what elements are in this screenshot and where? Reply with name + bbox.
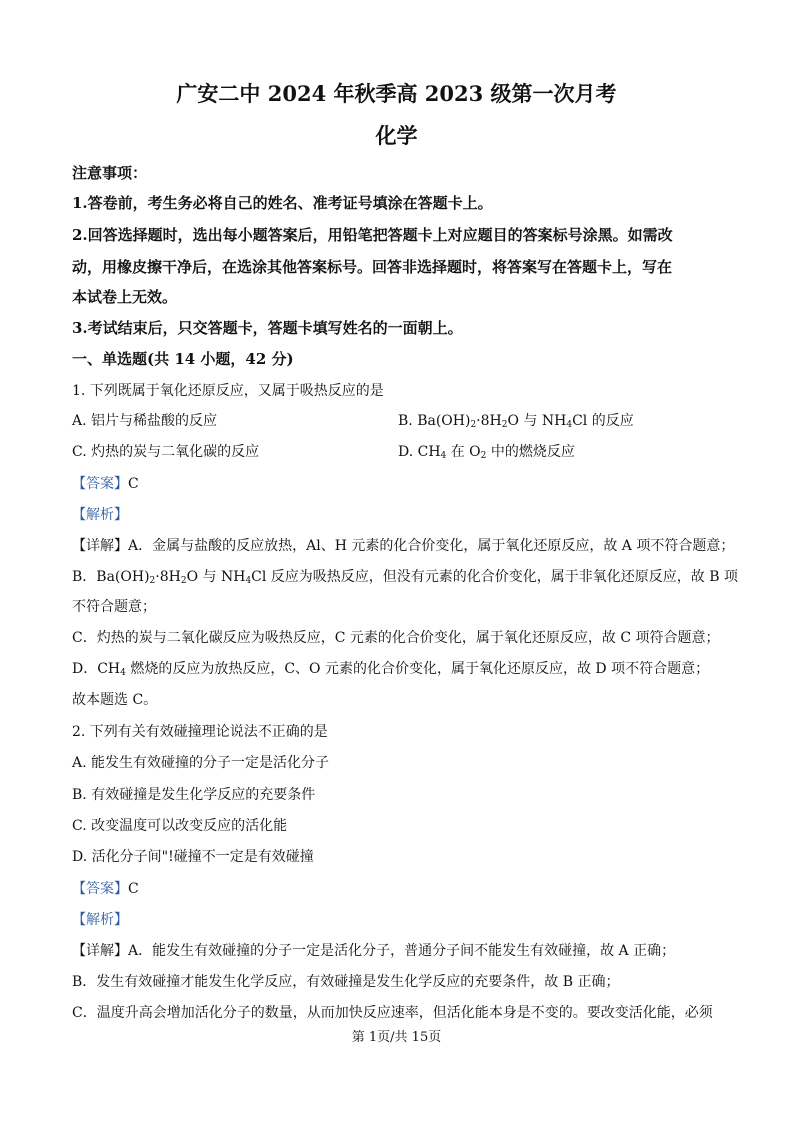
- q1-detail-d: D．$CH_4$ 燃烧的反应为放热反应，C、O 元素的化合价变化，属于氧化还原反应，故 D 项不符合题意；: [72, 661, 710, 678]
- q1-option-d: D. $CH_4$ 在 $O_2$ 中的燃烧反应: [398, 444, 575, 461]
- subject-title: 化学: [375, 123, 418, 148]
- q1-answer: 【答案】C: [72, 476, 139, 492]
- exam-title: 广安二中 2024 年秋季高 2023 级第一次月考: [176, 81, 617, 106]
- q1-stem: 1. 下列既属于氧化还原反应，又属于吸热反应的是: [72, 383, 384, 399]
- notice-item-2-line-1: 2.回答选择题时，选出每小题答案后，用铅笔把答题卡上对应题目的答案标号涂黑。如需改: [72, 226, 673, 244]
- q2-option-d: D. 活化分子间"!碰撞不一定是有效碰撞: [72, 849, 314, 865]
- notice-item-1: 1.答卷前，考生务必将自己的姓名、准考证号填涂在答题卡上。: [72, 194, 493, 212]
- q2-analysis-label: 【解析】: [72, 912, 128, 928]
- q1-detail-b-cont: 不符合题意；: [72, 599, 156, 615]
- q1-option-b: B. $Ba(OH)_2\cdot 8H_2O$ 与 $NH_4Cl$ 的反应: [398, 413, 634, 430]
- notice-item-2-line-3: 本试卷上无效。: [72, 288, 178, 306]
- q2-answer: 【答案】C: [72, 881, 139, 897]
- q1-conclusion: 故本题选 C。: [72, 692, 158, 708]
- q2-option-a: A. 能发生有效碰撞的分子一定是活化分子: [72, 755, 330, 771]
- notice-heading: 注意事项：: [72, 164, 148, 182]
- q1-option-a: A. 铝片与稀盐酸的反应: [72, 413, 218, 429]
- q2-option-c: C. 改变温度可以改变反应的活化能: [72, 818, 288, 834]
- notice-item-3: 3.考试结束后，只交答题卡，答题卡填写姓名的一面朝上。: [72, 319, 463, 337]
- q1-option-c: C. 灼热的炭与二氧化碳的反应: [72, 444, 260, 460]
- notice-item-2-line-2: 动，用橡皮擦干净后，在选涂其他答案标号。回答非选择题时，将答案写在答题卡上，写在: [72, 258, 673, 276]
- q1-analysis-label: 【解析】: [72, 507, 128, 523]
- q2-option-b: B. 有效碰撞是发生化学反应的充要条件: [72, 787, 316, 803]
- q2-detail-c: C．温度升高会增加活化分子的数量，从而加快反应速率，但活化能本身是不变的。要改变活化能，必须: [72, 1005, 713, 1021]
- q1-detail-c: C．灼热的炭与二氧化碳反应为吸热反应，C 元素的化合价变化，属于氧化还原反应，故 C 项符合题意；: [72, 630, 720, 646]
- q2-detail-b: B．发生有效碰撞才能发生化学反应，有效碰撞是发生化学反应的充要条件，故 B 正确；: [72, 974, 620, 990]
- q1-detail-a: 【详解】A．金属与盐酸的反应放热，Al、H 元素的化合价变化，属于氧化还原反应，故 A 项不符合题意；: [72, 538, 735, 554]
- q1-detail-b: B．$Ba(OH)_2\cdot 8H_2O$ 与 $NH_4Cl$ 反应为吸热反应，但没有元素的化合价变化，属于非氧化还原反应，故 B 项: [72, 569, 738, 586]
- page-footer: 第 1页/共 15页: [351, 1030, 442, 1045]
- section-heading: 一、单选题(共 14 小题，42 分): [72, 350, 294, 368]
- q2-stem: 2. 下列有关有效碰撞理论说法不正确的是: [72, 724, 328, 740]
- q2-detail-a: 【详解】A．能发生有效碰撞的分子一定是活化分子，普通分子间不能发生有效碰撞，故 A 正确；: [72, 943, 676, 959]
